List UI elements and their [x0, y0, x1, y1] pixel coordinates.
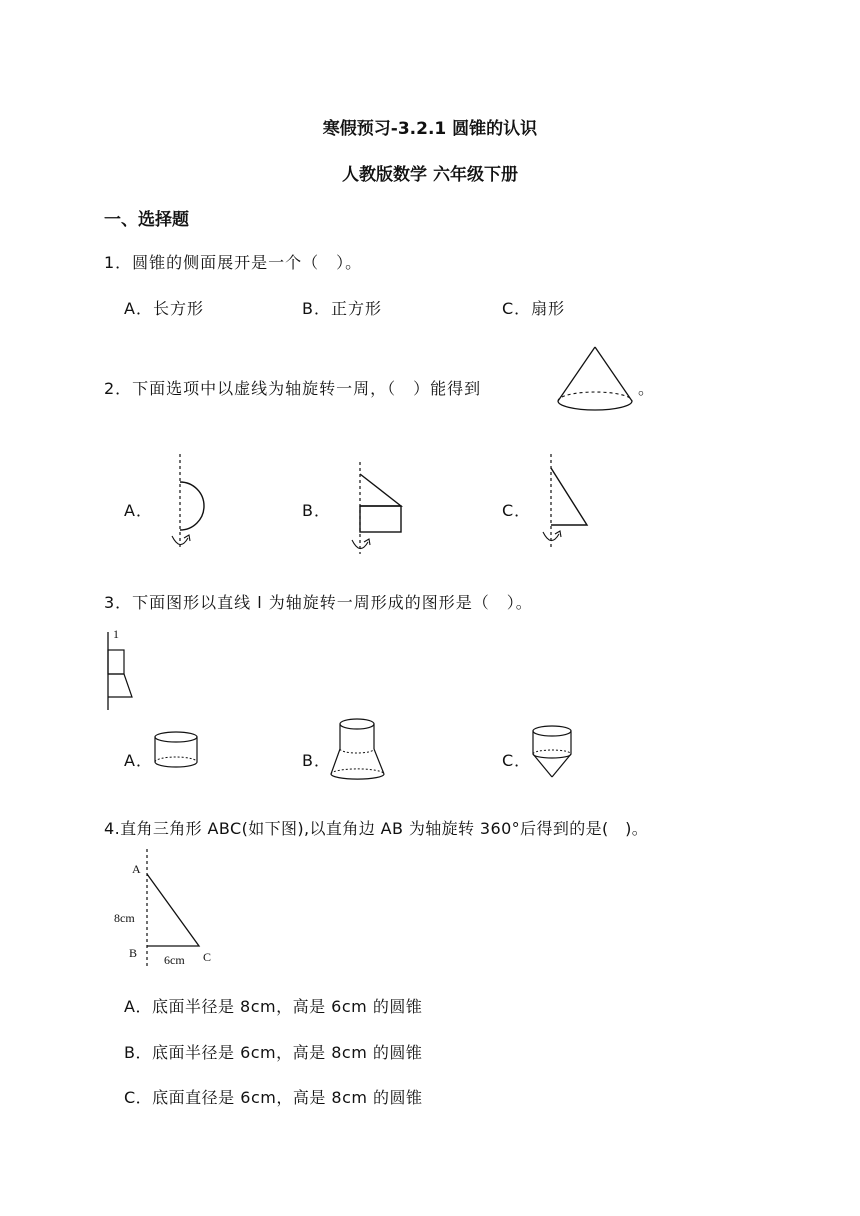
- q3-option-b-cylinder-frustum-figure: [326, 712, 392, 784]
- q2-option-b-triangle-rectangle-figure: [340, 458, 410, 558]
- q3-option-c[interactable]: C．: [502, 751, 532, 770]
- q1-option-a[interactable]: A．长方形: [124, 299, 204, 318]
- q4-right-triangle-figure: [108, 846, 228, 970]
- q3-option-a-cylinder-figure: [150, 728, 202, 774]
- q3-rotation-figure: [100, 626, 150, 716]
- question-1-text: 1．圆锥的侧面展开是一个（ ）。: [104, 253, 363, 272]
- question-3-text: 3．下面图形以直线 l 为轴旋转一周形成的图形是（ ）。: [104, 593, 533, 612]
- page-subtitle: 人教版数学 六年级下册: [342, 165, 518, 185]
- q3-option-c-cylinder-cone-figure: [526, 722, 578, 784]
- q4-option-b[interactable]: B．底面半径是 6cm，高是 8cm 的圆锥: [124, 1043, 423, 1062]
- q2-option-a-semicircle-figure: [160, 452, 220, 556]
- q4-vertex-c-label: C: [203, 950, 212, 964]
- q3-option-b[interactable]: B．: [302, 751, 331, 770]
- q4-ab-length-label: 8cm: [114, 911, 135, 925]
- page-title: 寒假预习-3.2.1 圆锥的认识: [322, 119, 538, 139]
- q1-option-c[interactable]: C．扇形: [502, 299, 566, 318]
- q2-option-c-triangle-figure: [530, 452, 600, 556]
- question-2-period: 。: [638, 379, 656, 398]
- q2-option-c[interactable]: C．: [502, 501, 532, 520]
- q4-vertex-a-label: A: [132, 862, 141, 876]
- q4-option-a[interactable]: A．底面半径是 8cm，高是 6cm 的圆锥: [124, 997, 423, 1016]
- question-4-text: 4.直角三角形 ABC(如下图),以直角边 AB 为轴旋转 360°后得到的是( )。: [104, 819, 649, 838]
- question-2-text: 2．下面选项中以虚线为轴旋转一周，（ ）能得到: [104, 379, 482, 398]
- section-heading: 一、选择题: [104, 210, 189, 230]
- q3-axis-label: 1: [113, 627, 119, 641]
- q2-option-a[interactable]: A．: [124, 501, 153, 520]
- q4-bc-length-label: 6cm: [164, 953, 185, 967]
- q3-option-a[interactable]: A．: [124, 751, 153, 770]
- q4-vertex-b-label: B: [129, 946, 138, 960]
- cone-figure: [555, 344, 635, 416]
- q1-option-b[interactable]: B．正方形: [302, 299, 382, 318]
- q2-option-b[interactable]: B．: [302, 501, 331, 520]
- q4-option-c[interactable]: C．底面直径是 6cm，高是 8cm 的圆锥: [124, 1088, 423, 1107]
